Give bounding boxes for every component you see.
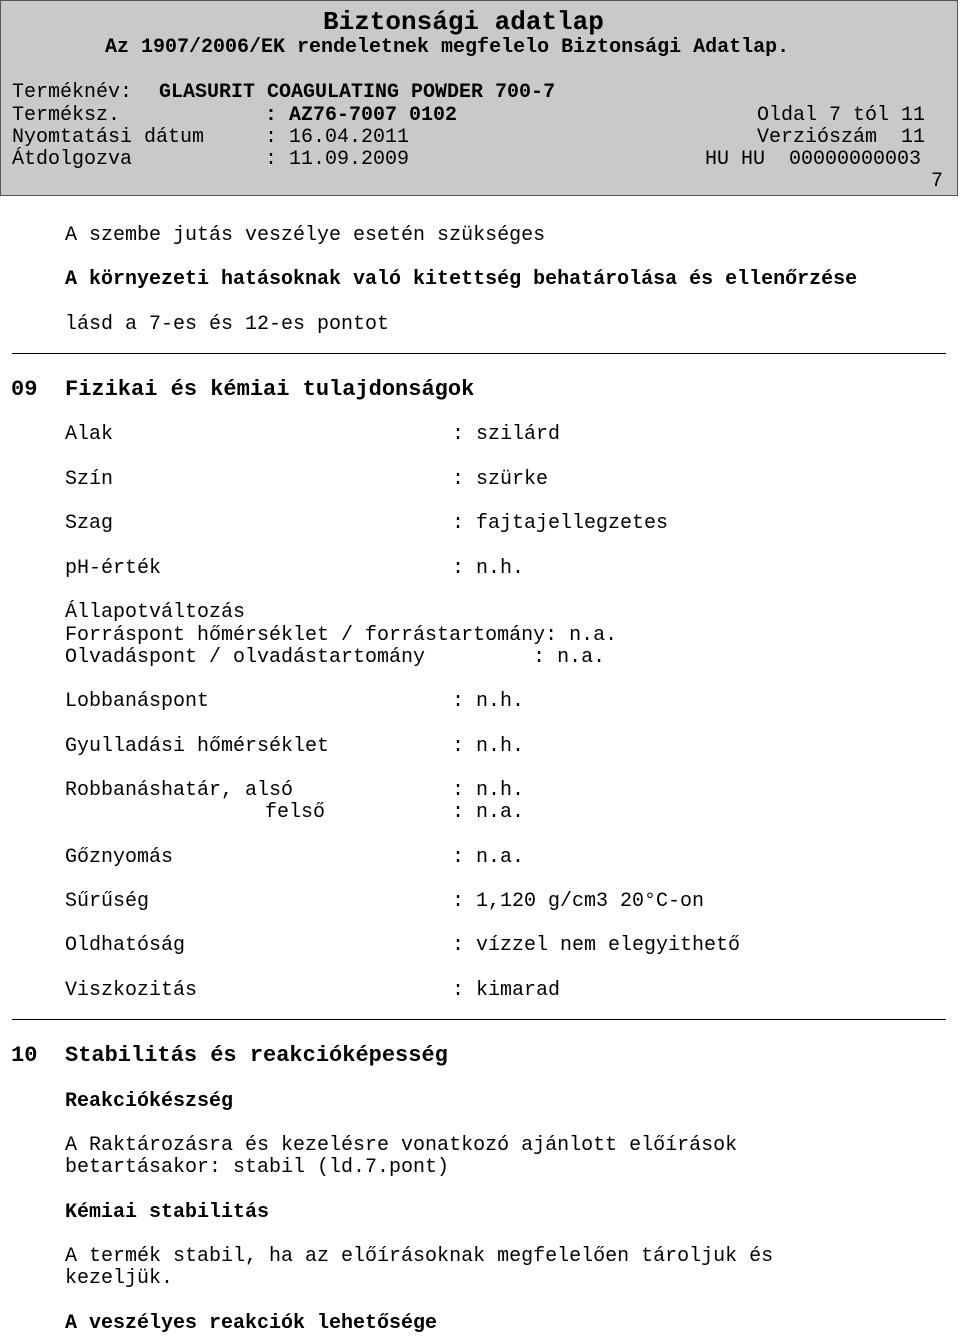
env-exposure-text: lásd a 7-es és 12-es pontot <box>65 313 390 336</box>
document-title: Biztonsági adatlap <box>323 7 604 37</box>
reactivity-text-line: A Raktározásra és kezelésre vonatkozó ajánlott előírások <box>65 1134 738 1157</box>
chemical-stability-text-line: kezeljük. <box>65 1267 174 1290</box>
ignition-temp-label: Gyulladási hőmérséklet <box>65 735 330 758</box>
ignition-temp-value: : n.h. <box>452 735 525 758</box>
explosion-upper-value: : n.a. <box>452 801 525 824</box>
product-no: : AZ76-7007 0102 <box>265 104 458 127</box>
viscosity-value: : kimarad <box>452 979 561 1002</box>
section-divider <box>12 353 946 354</box>
print-date: : 16.04.2011 <box>265 126 410 149</box>
chemical-stability-text-line: A termék stabil, ha az előírásoknak megfelelően tároljuk és <box>65 1245 774 1268</box>
version: Verziószám 11 <box>757 126 926 149</box>
vapour-pressure-label: Gőznyomás <box>65 846 174 869</box>
solubility-value: : vízzel nem elegyithető <box>452 934 741 957</box>
boiling-point-line: Forráspont hőmérséklet / forrástartomány: n.a. <box>65 624 618 647</box>
density-label: Sűrűség <box>65 890 150 913</box>
country-code: HU HU 00000000003 <box>705 148 922 171</box>
flash-point-label: Lobbanáspont <box>65 690 210 713</box>
vapour-pressure-value: : n.a. <box>452 846 525 869</box>
viscosity-label: Viszkozitás <box>65 979 198 1002</box>
chemical-stability-heading: Kémiai stabilitás <box>65 1201 270 1224</box>
eye-protection-line: A szembe jutás veszélye esetén szükséges <box>65 224 546 247</box>
document-subtitle: Az 1907/2006/EK rendeletnek megfelelo Biztonsági Adatlap. <box>105 36 790 59</box>
prop-value: : n.h. <box>452 557 525 580</box>
prop-label: Szín <box>65 468 114 491</box>
revised-date: : 11.09.2009 <box>265 148 410 171</box>
prop-label: Szag <box>65 512 114 535</box>
hazardous-reactions-heading: A veszélyes reakciók lehetősége <box>65 1312 438 1335</box>
section-number: 10 <box>11 1043 38 1068</box>
env-exposure-heading: A környezeti hatásoknak való kitettség behatárolása és ellenőrzése <box>65 268 858 291</box>
explosion-lower-value: : n.h. <box>452 779 525 802</box>
revised-label: Átdolgozva <box>12 148 133 171</box>
prop-label: Alak <box>65 423 114 446</box>
product-name: GLASURIT COAGULATING POWDER 700-7 <box>159 81 556 104</box>
reactivity-text-line: betartásakor: stabil (ld.7.pont) <box>65 1156 450 1179</box>
product-name-label: Terméknév: <box>12 81 133 104</box>
flash-point-value: : n.h. <box>452 690 525 713</box>
section-divider <box>12 1019 946 1020</box>
solubility-label: Oldhatóság <box>65 934 186 957</box>
section-title: Stabilitás és reakcióképesség <box>65 1043 448 1068</box>
melting-point-line: Olvadáspont / olvadástartomány : n.a. <box>65 646 606 669</box>
density-value: : 1,120 g/cm3 20°C-on <box>452 890 705 913</box>
prop-label: pH-érték <box>65 557 162 580</box>
prop-value: : fajtajellegzetes <box>452 512 669 535</box>
section-number: 09 <box>11 377 38 402</box>
product-no-label: Terméksz. <box>12 104 121 127</box>
print-date-label: Nyomtatási dátum <box>12 126 205 149</box>
state-change-heading: Állapotváltozás <box>65 601 246 624</box>
page-number: 7 <box>931 170 944 193</box>
explosion-lower-label: Robbanáshatár, alsó <box>65 779 294 802</box>
prop-value: : szürke <box>452 468 549 491</box>
page-info: Oldal 7 tól 11 <box>757 104 926 127</box>
reactivity-heading: Reakciókészség <box>65 1090 234 1113</box>
explosion-upper-label: felső <box>265 801 326 824</box>
document-header <box>0 0 958 196</box>
prop-value: : szilárd <box>452 423 561 446</box>
section-title: Fizikai és kémiai tulajdonságok <box>65 377 475 402</box>
